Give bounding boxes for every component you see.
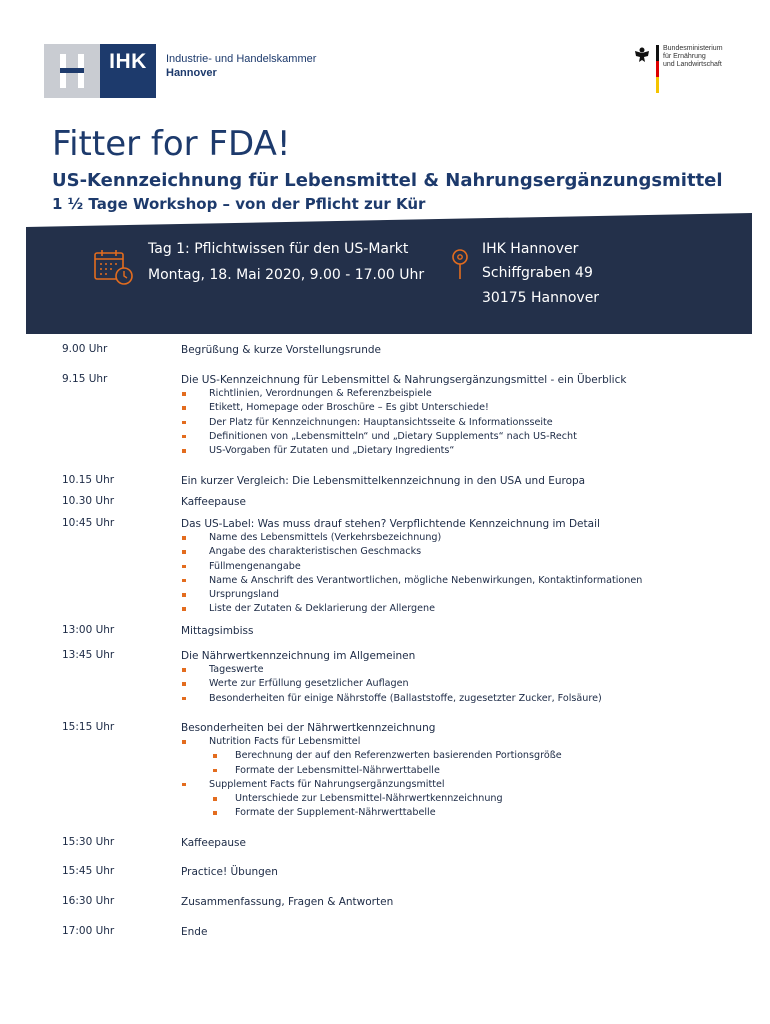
schedule-topic: Ein kurzer Vergleich: Die Lebensmittelkennzeichnung in den USA und Europa xyxy=(181,475,586,487)
schedule-time: 15:30 Uhr xyxy=(62,836,115,848)
schedule-time: 9.15 Uhr xyxy=(62,373,108,385)
list-item: Angabe des charakteristischen Geschmacks xyxy=(181,545,741,559)
schedule-topic: Ende xyxy=(181,926,208,938)
list-item: Der Platz für Kennzeichnungen: Hauptansichtsseite & Informationsseite xyxy=(181,416,741,430)
topic-list xyxy=(181,387,741,458)
ihk-logo-mark xyxy=(44,44,156,98)
calendar-clock-icon xyxy=(92,248,136,288)
list-item: Werte zur Erfüllung gesetzlicher Auflagen xyxy=(181,677,741,691)
list-item: Name & Anschrift des Verantwortlichen, mögliche Nebenwirkungen, Kontaktinformationen xyxy=(181,574,741,588)
page-subtitle: US-Kennzeichnung für Lebensmittel & Nahrungsergänzungsmittel xyxy=(52,170,723,191)
schedule-time: 10.15 Uhr xyxy=(62,474,115,486)
ihk-name-line1: Industrie- und Handelskammer xyxy=(166,53,317,65)
schedule-topic: Zusammenfassung, Fragen & Antworten xyxy=(181,896,394,908)
ministry-line-1: Bundesministerium xyxy=(663,45,723,52)
list-item: US-Vorgaben für Zutaten und „Dietary Ingredients“ xyxy=(181,444,741,458)
schedule-topic: Das US-Label: Was muss drauf stehen? Verpflichtende Kennzeichnung im Detail xyxy=(181,518,600,530)
list-item: Name des Lebensmittels (Verkehrsbezeichnung) xyxy=(181,531,741,545)
schedule-time: 13:00 Uhr xyxy=(62,624,115,636)
list-item: Ursprungsland xyxy=(181,588,741,602)
page-title: Fitter for FDA! xyxy=(52,124,291,164)
ihk-logo-text: IHK xyxy=(100,44,156,98)
ministry-name xyxy=(663,45,723,93)
schedule-time: 16:30 Uhr xyxy=(62,895,115,907)
topic-list xyxy=(181,735,741,821)
flag-stripe xyxy=(656,45,659,93)
schedule-time: 17:00 Uhr xyxy=(62,925,115,937)
list-item: Liste der Zutaten & Deklarierung der Allergene xyxy=(181,602,741,616)
ihk-logo xyxy=(44,44,316,98)
topic-list xyxy=(181,663,741,706)
list-item: Nutrition Facts für Lebensmittel xyxy=(181,735,741,749)
schedule-topic: Die US-Kennzeichnung für Lebensmittel & Nahrungsergänzungsmittel - ein Überblick xyxy=(181,374,627,386)
list-item: Besonderheiten für einige Nährstoffe (Ballaststoffe, zugesetzter Zucker, Folsäure) xyxy=(181,692,741,706)
list-item: Etikett, Homepage oder Broschüre – Es gibt Unterschiede! xyxy=(181,401,741,415)
ihk-name-line2: Hannover xyxy=(166,67,217,79)
banner-day: Tag 1: Pflichtwissen für den US-Markt xyxy=(148,241,409,257)
sub-list-item: Unterschiede zur Lebensmittel-Nährwertkennzeichnung xyxy=(181,792,741,806)
sub-list-item: Formate der Supplement-Nährwerttabelle xyxy=(181,806,741,820)
list-item: Supplement Facts für Nahrungsergänzungsmittel xyxy=(181,778,741,792)
schedule-topic: Kaffeepause xyxy=(181,496,246,508)
banner-date: Montag, 18. Mai 2020, 9.00 - 17.00 Uhr xyxy=(148,267,425,283)
topic-list xyxy=(181,531,741,617)
banner-city: 30175 Hannover xyxy=(482,290,600,306)
banner-street: Schiffgraben 49 xyxy=(482,265,593,281)
list-item: Tageswerte xyxy=(181,663,741,677)
schedule-time: 10:45 Uhr xyxy=(62,517,115,529)
list-item: Richtlinien, Verordnungen & Referenzbeispiele xyxy=(181,387,741,401)
schedule-topic: Begrüßung & kurze Vorstellungsrunde xyxy=(181,344,381,356)
schedule-topic: Kaffeepause xyxy=(181,837,246,849)
list-item: Definitionen von „Lebensmitteln“ und „Dietary Supplements“ nach US-Recht xyxy=(181,430,741,444)
banner-venue: IHK Hannover xyxy=(482,241,579,257)
schedule-topic: Practice! Übungen xyxy=(181,866,278,878)
ministry-line-3: und Landwirtschaft xyxy=(663,61,722,68)
sub-list-item: Formate der Lebensmittel-Nährwerttabelle xyxy=(181,764,741,778)
schedule-topic: Besonderheiten bei der Nährwertkennzeichnung xyxy=(181,722,436,734)
ihk-name xyxy=(166,52,316,98)
schedule-time: 15:45 Uhr xyxy=(62,865,115,877)
ihk-h-icon xyxy=(44,44,100,98)
location-pin-icon xyxy=(450,247,470,281)
federal-eagle-icon xyxy=(632,45,652,65)
list-item: Füllmengenangabe xyxy=(181,560,741,574)
ministry-line-2: für Ernährung xyxy=(663,53,706,60)
workshop-duration: 1 ½ Tage Workshop – von der Pflicht zur Kür xyxy=(52,195,426,213)
ministry-logo xyxy=(632,45,723,93)
sub-list-item: Berechnung der auf den Referenzwerten basierenden Portionsgröße xyxy=(181,749,741,763)
schedule-time: 13:45 Uhr xyxy=(62,649,115,661)
schedule-topic: Die Nährwertkennzeichnung im Allgemeinen xyxy=(181,650,416,662)
schedule-topic: Mittagsimbiss xyxy=(181,625,254,637)
schedule-time: 15:15 Uhr xyxy=(62,721,115,733)
schedule-time: 9.00 Uhr xyxy=(62,343,108,355)
schedule-time: 10.30 Uhr xyxy=(62,495,115,507)
